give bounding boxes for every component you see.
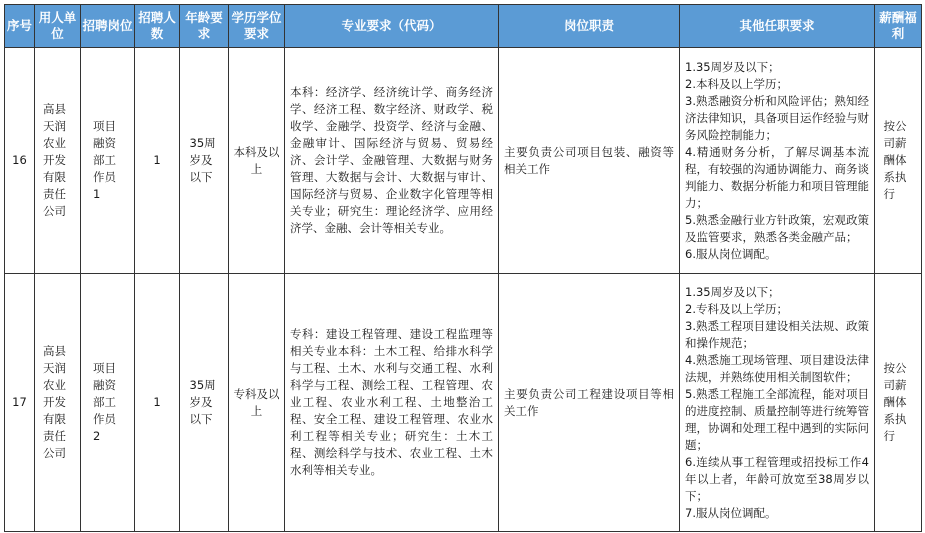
requirement-item: 5.熟悉金融行业方针政策，宏观政策及监管要求，熟悉各类金融产品； <box>685 212 869 244</box>
requirement-item: 4.熟悉施工现场管理、项目建设法律法规，并熟练使用相关制图软件； <box>685 352 869 384</box>
recruitment-table <box>4 4 922 532</box>
requirement-item: 1.35周岁及以下； <box>685 284 780 299</box>
table-row <box>5 48 922 274</box>
cell-no: 16 <box>5 48 35 274</box>
cell-age: 35周岁及以下 <box>180 48 229 274</box>
cell-edu: 本科及以上 <box>229 48 285 274</box>
cell-edu: 专科及以上 <box>229 274 285 532</box>
header-post: 招聘岗位 <box>81 5 135 48</box>
cell-duty: 主要负责公司项目包装、融资等相关工作 <box>499 48 680 274</box>
cell-other <box>680 48 875 274</box>
header-pay: 薪酬福利 <box>875 5 922 48</box>
header-edu: 学历学位要求 <box>229 5 285 48</box>
requirement-item: 2.专科及以上学历； <box>685 301 788 316</box>
cell-pay: 按公司薪酬体系执行 <box>875 48 922 274</box>
cell-major: 本科：经济学、经济统计学、商务经济学、经济工程、数字经济、财政学、税收学、金融学、投资学、经济与金融、金融审计、国际经济与贸易、贸易经济、会计学、金融管理、大数据与财务管理、大数据与会计、大数据与审计、国际经济与贸易、企业数字化管理等相关专业；研究生：理论经济学、应用经济学、金融、会计等相关专业。 <box>285 48 499 274</box>
header-duty: 岗位职责 <box>499 5 680 48</box>
requirement-item: 1.35周岁及以下； <box>685 59 780 74</box>
cell-unit: 高县天润农业开发有限责任公司 <box>35 274 81 532</box>
cell-no: 17 <box>5 274 35 532</box>
cell-age: 35周岁及以下 <box>180 274 229 532</box>
cell-count: 1 <box>135 274 180 532</box>
cell-unit: 高县天润农业开发有限责任公司 <box>35 48 81 274</box>
header-unit: 用人单位 <box>35 5 81 48</box>
header-age: 年龄要求 <box>180 5 229 48</box>
cell-post: 项目融资部工作员2 <box>81 274 135 532</box>
header-row <box>5 5 922 48</box>
table-row <box>5 274 922 532</box>
header-count: 招聘人数 <box>135 5 180 48</box>
requirement-item: 3.熟悉工程项目建设相关法规、政策和操作规范； <box>685 318 869 350</box>
requirement-item: 5.熟悉工程施工全部流程，能对项目的进度控制、质量控制等进行统筹管理，协调和处理工程中遇到的实际问题； <box>685 386 869 452</box>
cell-pay: 按公司薪酬体系执行 <box>875 274 922 532</box>
header-other: 其他任职要求 <box>680 5 875 48</box>
header-no: 序号 <box>5 5 35 48</box>
cell-major: 专科：建设工程管理、建设工程监理等相关专业本科：土木工程、给排水科学与工程、土木、水利与交通工程、水利科学与工程、测绘工程、工程管理、农业工程、农业水利工程、土地整治工程、安全工程、建设工程管理、农业水利工程等相关专业；研究生：土木工程、测绘科学与技术、农业工程、土木水利等相关专业。 <box>285 274 499 532</box>
requirement-item: 6.连续从事工程管理或招投标工作4年以上者，年龄可放宽至38周岁以下； <box>685 454 869 503</box>
cell-count: 1 <box>135 48 180 274</box>
cell-other <box>680 274 875 532</box>
requirement-item: 3.熟悉融资分析和风险评估；熟知经济法律知识，具备项目运作经验与财务风险控制能力； <box>685 93 869 142</box>
requirement-item: 4.精通财务分析，了解尽调基本流程，有较强的沟通协调能力、商务谈判能力、数据分析能力和项目管理能力； <box>685 144 869 210</box>
cell-post: 项目融资部工作员1 <box>81 48 135 274</box>
header-major: 专业要求（代码） <box>285 5 499 48</box>
requirement-item: 6.服从岗位调配。 <box>685 246 777 261</box>
cell-duty: 主要负责公司工程建设项目等相关工作 <box>499 274 680 532</box>
requirement-item: 7.服从岗位调配。 <box>685 505 777 520</box>
requirement-item: 2.本科及以上学历； <box>685 76 788 91</box>
